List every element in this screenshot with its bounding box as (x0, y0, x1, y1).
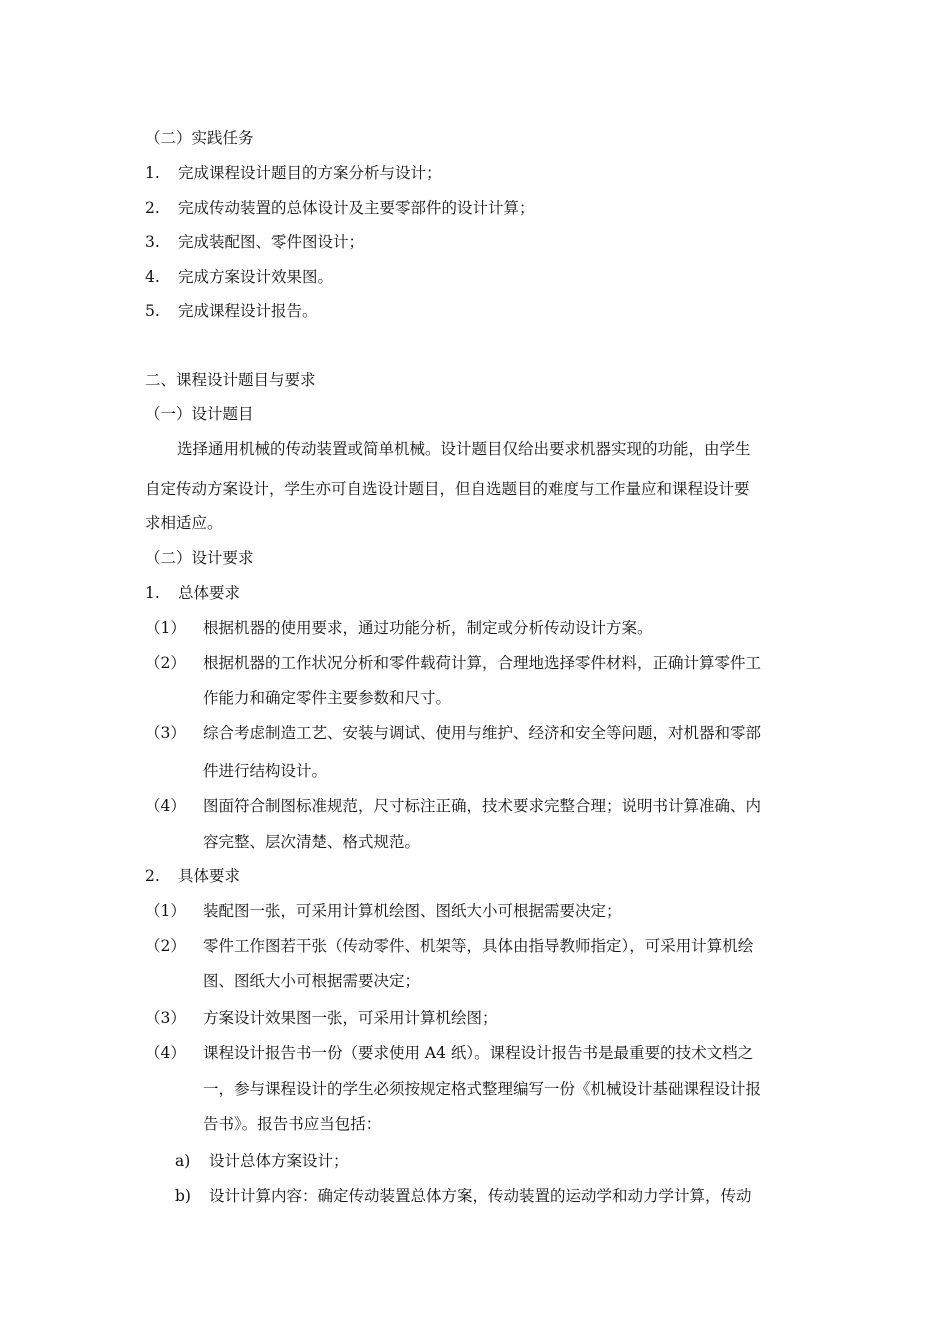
overall-item-number: （1） (145, 619, 186, 637)
sub-item-label: b) (175, 1187, 191, 1205)
practice-item-text: 完成课程设计题目的方案分析与设计； (178, 164, 442, 182)
specific-item-number: （1） (145, 902, 186, 920)
overall-item-number: （3） (145, 724, 186, 742)
practice-item-text: 完成方案设计效果图。 (178, 268, 334, 286)
section-heading: 二、课程设计题目与要求 (145, 371, 316, 389)
overall-item-number: （4） (145, 797, 186, 815)
specific-item-number: （2） (145, 937, 186, 955)
overall-item-line: 件进行结构设计。 (203, 762, 328, 780)
practice-item-text: 完成装配图、零件图设计； (178, 233, 365, 251)
specific-item-line: 装配图一张，可采用计算机绘图、图纸大小可根据需要决定； (203, 902, 622, 920)
practice-item-number: 1. (145, 164, 160, 182)
overall-title: 总体要求 (178, 584, 241, 602)
specific-item-line: 方案设计效果图一张，可采用计算机绘图； (203, 1009, 498, 1027)
practice-item-text: 完成课程设计报告。 (178, 302, 318, 320)
practice-item-text: 完成传动装置的总体设计及主要零部件的设计计算； (178, 199, 535, 217)
specific-item-line: 零件工作图若干张（传动零件、机架等，具体由指导教师指定），可采用计算机绘 (203, 937, 754, 955)
topic-paragraph-line: 选择通用机械的传动装置或简单机械。设计题目仅给出要求机器实现的功能，由学生 (177, 440, 751, 458)
specific-item-line: 一，参与课程设计的学生必须按规定格式整理编写一份《机械设计基础课程设计报 (203, 1080, 762, 1098)
practice-item-number: 3. (145, 233, 160, 251)
specific-item-number: （3） (145, 1009, 186, 1027)
overall-number: 1. (145, 584, 160, 602)
specific-number: 2. (145, 867, 160, 885)
specific-item-line: 课程设计报告书一份（要求使用 A4 纸）。课程设计报告书是最重要的技术文档之 (203, 1044, 754, 1062)
overall-item-number: （2） (145, 654, 186, 672)
specific-item-line: 图、图纸大小可根据需要决定； (203, 972, 421, 990)
sub-item-label: a) (175, 1152, 191, 1170)
practice-item-number: 2. (145, 199, 160, 217)
practice-heading: （二）实践任务 (145, 129, 254, 147)
sub-item-text: 设计总体方案设计； (209, 1152, 349, 1170)
requirements-heading: （二）设计要求 (145, 549, 254, 567)
overall-item-line: 图面符合制图标准规范，尺寸标注正确，技术要求完整合理；说明书计算准确、内 (203, 797, 762, 815)
specific-item-line: 告书》。报告书应当包括： (203, 1115, 382, 1133)
overall-item-line: 根据机器的工作状况分析和零件载荷计算，合理地选择零件材料，正确计算零件工 (203, 654, 762, 672)
sub-item-text: 设计计算内容：确定传动装置总体方案，传动装置的运动学和动力学计算，传动 (209, 1187, 752, 1205)
overall-item-line: 容完整、层次清楚、格式规范。 (203, 833, 421, 851)
practice-item-number: 4. (145, 268, 160, 286)
practice-item-number: 5. (145, 302, 160, 320)
topic-paragraph-line: 自定传动方案设计，学生亦可自选设计题目，但自选题目的难度与工作量应和课程设计要 (145, 480, 750, 498)
overall-item-line: 综合考虑制造工艺、安装与调试、使用与维护、经济和安全等问题，对机器和零部 (203, 724, 762, 742)
specific-item-number: （4） (145, 1044, 186, 1062)
overall-item-line: 根据机器的使用要求，通过功能分析，制定或分析传动设计方案。 (203, 619, 653, 637)
topic-heading: （一）设计题目 (145, 405, 254, 423)
topic-paragraph-line: 求相适应。 (145, 514, 223, 532)
specific-title: 具体要求 (178, 867, 241, 885)
overall-item-line: 作能力和确定零件主要参数和尺寸。 (203, 689, 452, 707)
